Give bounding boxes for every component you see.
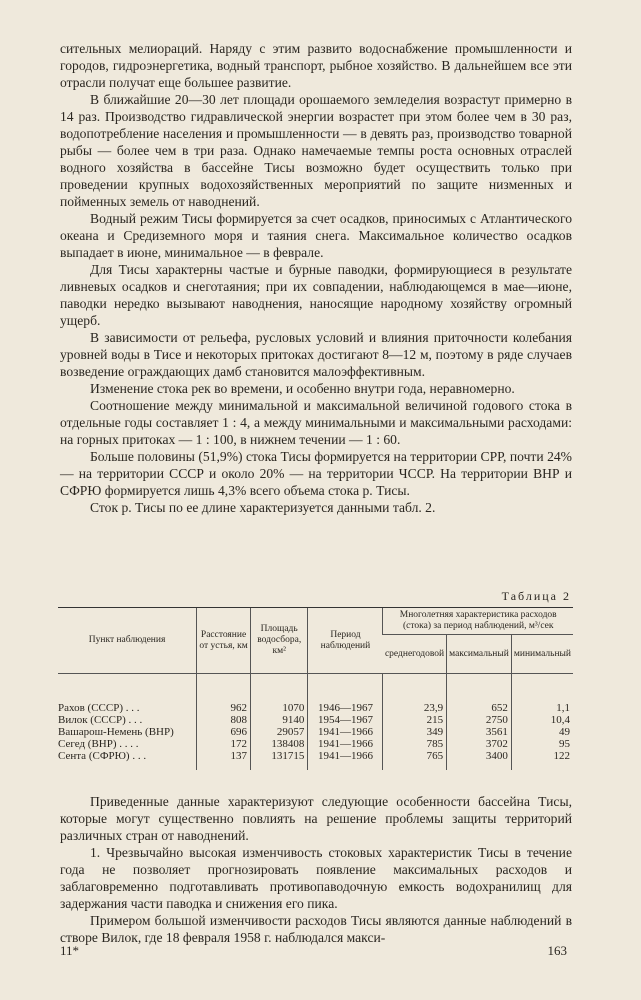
cell-period: 1941—1966 [308, 750, 383, 770]
paragraph: Соотношение между минимальной и максимальной величиной годового стока в отдельные годы составляет 1 : 4, а между минимальными и максимальными расходами: на горных притоках — 1 : 100, в нижнем течении — 1 : 60. [60, 398, 572, 447]
cell-area: 29057 [251, 726, 308, 738]
body-text-top [60, 40, 572, 516]
cell-period: 1941—1966 [308, 726, 383, 738]
cell-period: 1946—1967 [308, 702, 383, 714]
header-avg: среднегодовой [383, 635, 447, 674]
table-row [58, 702, 573, 714]
cell-distance: 808 [197, 714, 251, 726]
cell-distance: 962 [197, 702, 251, 714]
cell-point: Рахов (СССР) . . . [58, 702, 140, 714]
cell-distance: 172 [197, 738, 251, 750]
paragraph: Водный режим Тисы формируется за счет осадков, приносимых с Атлантического океана и Средиземного моря и таяния снега. Максимальное количество осадков выпадает в июне, минимальное — в феврале. [60, 211, 572, 260]
paragraph: В зависимости от рельефа, русловых условий и влияния приточности колебания уровней воды в Тисе и некоторых притоках достигают 8—12 м, поэтому в ряде случаев возведение ограждающих дамб становится малоэффективным. [60, 330, 572, 379]
cell-period: 1941—1966 [308, 738, 383, 750]
paragraph: В ближайшие 20—30 лет площади орошаемого земледелия возрастут примерно в 14 раз. Производство гидравлической энергии возрастет при этом более чем в 30 раз, водопотребление населения и промышленности — в девять раз, производство товарной рыбы — более чем в три раза. Однако намечаемые темпы роста основных отраслей водного хозяйства в бассейне Тисы возможно будет осуществить только при проведении крупных водохозяйственных мероприятий по защите низменных и пойменных земель от наводнений. [60, 92, 572, 209]
page-number: 163 [547, 943, 567, 958]
cell-avg: 23,9 [383, 702, 447, 714]
header-max: максимальный [447, 635, 512, 674]
body-text-bottom [60, 793, 572, 946]
cell-max: 3561 [447, 726, 512, 738]
cell-min: 95 [511, 738, 573, 750]
cell-area: 9140 [251, 714, 308, 726]
cell-max: 652 [447, 702, 512, 714]
discharge-table [58, 607, 573, 770]
paragraph: 1. Чрезвычайно высокая изменчивость стоковых характеристик Тисы в течение года не позволяет прогнозировать появление максимальных расходов и заблаговременно подготавливать противопаводочную емкость водохранилищ для задержания части паводка и снижения его пика. [60, 845, 572, 911]
cell-avg: 349 [383, 726, 447, 738]
header-period: Период наблюдений [308, 608, 383, 674]
paragraph: Для Тисы характерны частые и бурные паводки, формирующиеся в результате ливневых осадков и снеготаяния; при их совпадении, наблюдающемся в мае—июне, паводки нередко вызывают наводнения, наносящие народному хозяйству огромный ущерб. [60, 262, 572, 328]
paragraph: Сток р. Тисы по ее длине характеризуется данными табл. 2. [90, 500, 436, 515]
cell-min: 122 [511, 750, 573, 770]
cell-avg: 785 [383, 738, 447, 750]
paragraph: Больше половины (51,9%) стока Тисы формируется на территории СРР, почти 24% — на территории СССР и около 20% — на территории ЧССР. На территории ВНР и СФРЮ формируется лишь 4,3% всего объема стока р. Тисы. [60, 449, 572, 498]
cell-point: Сента (СФРЮ) . . . [58, 750, 147, 762]
cell-max: 3400 [447, 750, 512, 770]
paragraph: Примером большой изменчивости расходов Тисы являются данные наблюдений в створе Вилок, где 18 февраля 1958 г. наблюдался макси- [60, 913, 572, 945]
table-row [58, 738, 573, 750]
cell-area: 131715 [251, 750, 308, 770]
cell-min: 10,4 [511, 714, 573, 726]
paragraph: Приведенные данные характеризуют следующие особенности бассейна Тисы, которые могут существенно повлиять на решение проблемы защиты территорий различных стран от наводнений. [60, 794, 572, 843]
table-row [58, 726, 573, 738]
header-distance: Расстояние от устья, км [197, 608, 251, 674]
cell-avg: 765 [383, 750, 447, 770]
cell-point: Сегед (ВНР) . . . . [58, 738, 139, 750]
cell-distance: 696 [197, 726, 251, 738]
signature-mark: 11* [60, 943, 80, 958]
cell-min: 49 [511, 726, 573, 738]
cell-max: 3702 [447, 738, 512, 750]
cell-max: 2750 [447, 714, 512, 726]
cell-distance: 137 [197, 750, 251, 770]
cell-point: Вилок (СССР) . . . [58, 714, 143, 726]
cell-avg: 215 [383, 714, 447, 726]
cell-area: 1070 [251, 702, 308, 714]
cell-period: 1954—1967 [308, 714, 383, 726]
cell-area: 138408 [251, 738, 308, 750]
paragraph: сительных мелиораций. Наряду с этим развито водоснабжение промышленности и городов, гидроэнергетика, водный транспорт, рыбное хозяйство. В дальнейшем все эти отрасли получат еще большее развитие. [60, 41, 572, 90]
paragraph: Изменение стока рек во времени, и особенно внутри года, неравномерно. [90, 381, 515, 396]
header-point: Пункт наблюдения [58, 608, 197, 674]
table-row [58, 714, 573, 726]
table-caption: Таблица 2 [501, 589, 571, 603]
table-row [58, 750, 573, 770]
cell-min: 1,1 [511, 702, 573, 714]
header-area: Площадь водосбора, км² [251, 608, 308, 674]
cell-point: Вашарош-Немень (ВНР) [58, 726, 174, 738]
header-min: минимальный [511, 635, 573, 674]
header-group: Многолетняя характеристика расходов (стока) за период наблюдений, м³/сек [383, 608, 573, 635]
